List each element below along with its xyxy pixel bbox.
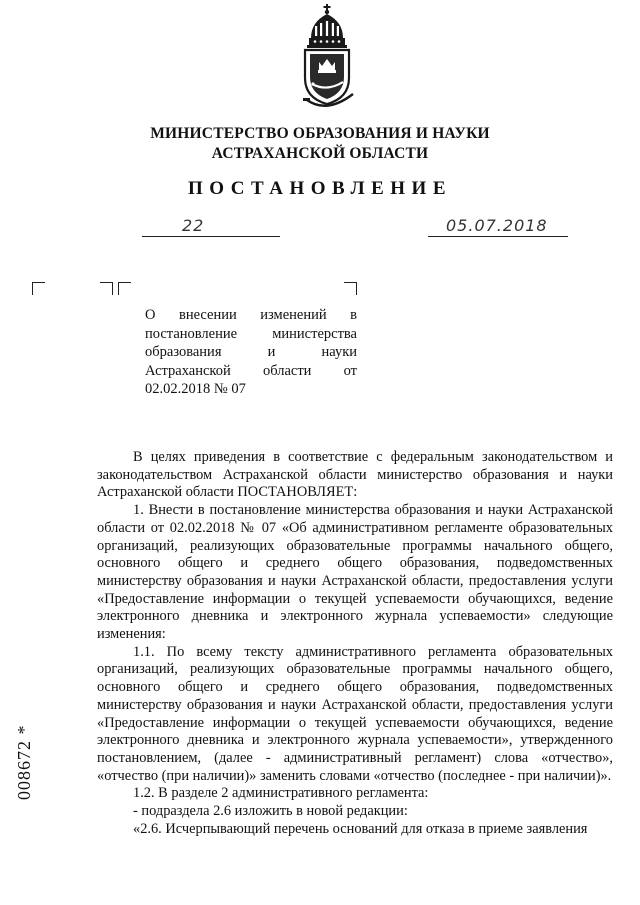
ministry-name-line2: АСТРАХАНСКОЙ ОБЛАСТИ [211, 145, 429, 162]
body-paragraph: 1.2. В разделе 2 административного регламента: [133, 785, 429, 802]
body-paragraph: 1. Внести в постановление министерства образования и науки Астраханской области от 02.02.2018 № 07 «Об административном регламенте образовательных организаций, реализующих образовательные программы начального общего, основного общего и среднего общего образования, подведомственных министерству образования и науки Астраханской области, предоставления услуги «Предоставление информации о текущей успеваемости обучающихся, ведение электронного дневника и электронного журнала успеваемости» следующие изменения: [97, 502, 613, 643]
subject-line: О внесении изменений в [145, 307, 357, 323]
document-date: 05.07.2018 [446, 216, 548, 235]
number-underline [142, 236, 280, 237]
subject-corner-mark-3 [344, 282, 357, 295]
subject-line: 02.02.2018 № 07 [145, 381, 246, 398]
document-subject [145, 306, 357, 399]
subject-corner-mark-2 [118, 282, 131, 295]
body-paragraph: В целях приведения в соответствие с федеральным законодательством и законодательством Астраханской области министерство образования и науки Астраханской области ПОСТАНОВЛЯЕТ: [97, 449, 613, 501]
document-type-title: ПОСТАНОВЛЕНИЕ [187, 178, 453, 199]
body-paragraph: 1.1. По всему тексту административного регламента образовательных организаций, реализующих образовательные программы начального общего, основного общего и среднего общего образования, подведомственных министерству образования и науки Астраханской области, предоставления услуги «Предоставление информации о текущей успеваемости обучающихся, ведение электронного дневника и электронного журнала успеваемости», утвержденного постановлением, (далее - административный регламент) слова «отчество», «отчество (при наличии)» заменить словами «отчество (последнее - при наличии)». [97, 643, 613, 784]
subject-corner-mark-1 [100, 282, 113, 295]
document-number: 22 [182, 216, 205, 235]
subject-line: постановление министерства [145, 325, 357, 342]
date-underline [428, 236, 568, 237]
body-paragraph: - подраздела 2.6 изложить в новой редакции: [133, 803, 408, 820]
body-paragraph: «2.6. Исчерпывающий перечень оснований для отказа в приеме заявления [133, 820, 588, 837]
subject-line: образования и науки [145, 344, 357, 361]
coat-of-arms-emblem [297, 4, 357, 112]
ministry-name-line1: МИНИСТЕРСТВО ОБРАЗОВАНИЯ И НАУКИ [150, 125, 490, 142]
subject-line: Астраханской области от [145, 362, 357, 379]
document-body [97, 449, 613, 838]
serial-number-stamp: 008672 * [14, 724, 34, 800]
page-corner-mark-left [32, 282, 45, 295]
